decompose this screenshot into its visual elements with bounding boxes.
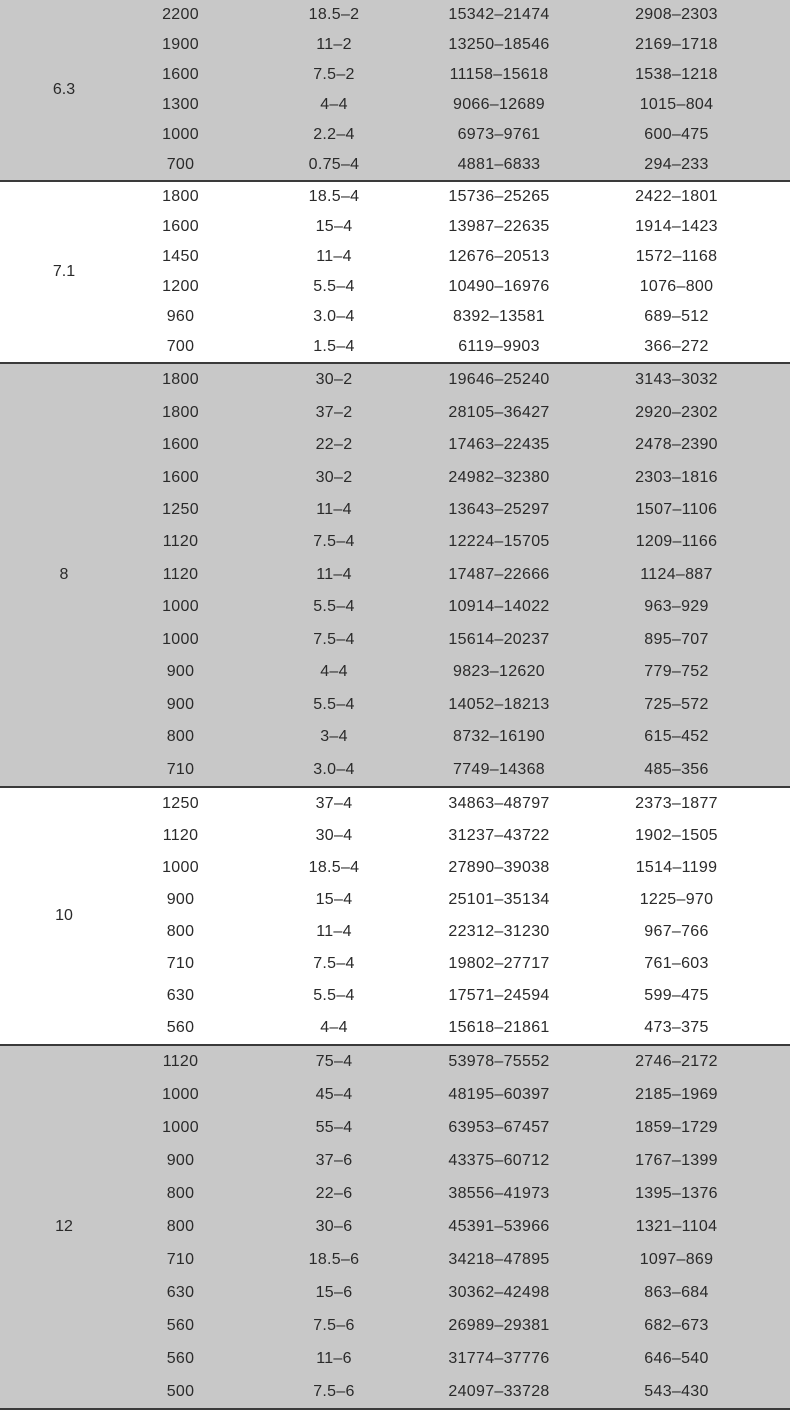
power-cell: 5.5–4 (313, 278, 355, 295)
table-row (128, 788, 790, 820)
power-cell: 7.5–4 (313, 630, 355, 648)
power-cell: 18.5–2 (308, 6, 360, 23)
table-row (128, 1342, 790, 1375)
table-row (128, 1178, 790, 1211)
group-label (0, 364, 128, 786)
speed-cell: 900 (166, 1152, 195, 1170)
speed-cell: 800 (166, 1217, 195, 1235)
speed-cell: 1000 (162, 1086, 199, 1104)
table-row (128, 1309, 790, 1342)
pressure-cell: 599–475 (644, 987, 709, 1004)
pressure-cell: 1321–1104 (635, 1217, 718, 1235)
pressure-cell: 2185–1969 (635, 1086, 718, 1104)
airflow-cell: 31774–37776 (448, 1349, 550, 1367)
airflow-cell: 15614–20237 (448, 630, 550, 648)
power-cell: 11–4 (316, 923, 352, 940)
power-cell: 18.5–4 (308, 859, 360, 876)
airflow-cell: 48195–60397 (448, 1086, 550, 1104)
row-group (0, 0, 790, 182)
speed-cell: 800 (166, 923, 195, 940)
group-rows (128, 182, 790, 362)
airflow-cell: 9823–12620 (453, 663, 545, 681)
airflow-cell: 11158–15618 (449, 66, 549, 83)
pressure-cell: 2373–1877 (635, 795, 718, 812)
power-cell: 3–4 (320, 728, 348, 746)
power-cell: 37–4 (315, 795, 353, 812)
power-cell: 5.5–4 (313, 987, 355, 1004)
pressure-cell: 3143–3032 (635, 371, 718, 389)
airflow-cell: 6119–9903 (458, 338, 540, 355)
pressure-cell: 1538–1218 (635, 66, 718, 83)
group-label (0, 182, 128, 362)
speed-cell: 900 (166, 695, 195, 713)
power-cell: 11–6 (316, 1349, 352, 1367)
power-cell: 0.75–4 (308, 156, 360, 173)
airflow-cell: 6973–9761 (457, 126, 541, 143)
group-label-text: 6.3 (52, 81, 76, 98)
speed-cell: 1120 (162, 533, 199, 551)
power-cell: 37–2 (315, 403, 353, 421)
pressure-cell: 967–766 (644, 923, 709, 940)
power-cell: 4–4 (320, 96, 348, 113)
airflow-cell: 4881–6833 (457, 156, 541, 173)
power-cell: 15–6 (315, 1283, 353, 1301)
airflow-cell: 10490–16976 (448, 278, 550, 295)
pressure-cell: 761–603 (644, 955, 709, 972)
power-cell: 18.5–4 (308, 188, 360, 205)
pressure-cell: 895–707 (644, 630, 709, 648)
row-group (0, 364, 790, 788)
pressure-cell: 1225–970 (639, 891, 714, 908)
pressure-cell: 689–512 (644, 308, 709, 325)
power-cell: 37–6 (315, 1152, 353, 1170)
table-row (128, 364, 790, 396)
pressure-cell: 366–272 (644, 338, 709, 355)
airflow-cell: 31237–43722 (448, 827, 550, 844)
power-cell: 15–4 (315, 218, 353, 235)
power-cell: 7.5–2 (313, 66, 355, 83)
speed-cell: 1300 (162, 96, 199, 113)
pressure-cell: 863–684 (644, 1283, 709, 1301)
pressure-cell: 1209–1166 (635, 533, 718, 551)
pressure-cell: 1507–1106 (635, 501, 718, 519)
group-label-text: 12 (55, 1218, 73, 1235)
airflow-cell: 12676–20513 (448, 248, 550, 265)
speed-cell: 630 (166, 1283, 195, 1301)
airflow-cell: 15618–21861 (448, 1019, 550, 1036)
table-row (128, 1012, 790, 1044)
pressure-cell: 646–540 (644, 1349, 709, 1367)
pressure-cell: 1076–800 (639, 278, 714, 295)
airflow-cell: 24982–32380 (448, 468, 550, 486)
power-cell: 1.5–4 (313, 338, 355, 355)
power-cell: 11–4 (316, 248, 352, 265)
power-cell: 30–2 (315, 371, 353, 389)
airflow-cell: 17571–24594 (448, 987, 550, 1004)
table-row (128, 689, 790, 721)
pressure-cell: 779–752 (644, 663, 709, 681)
table-row (128, 461, 790, 493)
speed-cell: 710 (166, 760, 195, 778)
power-cell: 2.2–4 (313, 126, 355, 143)
airflow-cell: 24097–33728 (448, 1382, 550, 1400)
speed-cell: 1200 (162, 278, 199, 295)
pressure-cell: 2303–1816 (635, 468, 718, 486)
pressure-cell: 2920–2302 (635, 403, 718, 421)
power-cell: 11–4 (316, 501, 352, 519)
speed-cell: 1250 (162, 795, 199, 812)
speed-cell: 800 (166, 1185, 195, 1203)
airflow-cell: 7749–14368 (453, 760, 545, 778)
table-row (128, 559, 790, 591)
speed-cell: 700 (166, 156, 195, 173)
table-row (128, 980, 790, 1012)
speed-cell: 500 (166, 1382, 195, 1400)
pressure-cell: 615–452 (644, 728, 709, 746)
airflow-cell: 43375–60712 (448, 1152, 550, 1170)
pressure-cell: 682–673 (644, 1316, 709, 1334)
airflow-cell: 22312–31230 (448, 923, 550, 940)
table-row (128, 182, 790, 212)
pressure-cell: 485–356 (644, 760, 709, 778)
speed-cell: 700 (166, 338, 195, 355)
power-cell: 4–4 (320, 663, 348, 681)
speed-cell: 1600 (162, 436, 199, 454)
table-row (128, 1079, 790, 1112)
speed-cell: 1900 (162, 36, 199, 53)
pressure-cell: 294–233 (644, 156, 709, 173)
power-cell: 5.5–4 (313, 695, 355, 713)
speed-cell: 900 (166, 663, 195, 681)
pressure-cell: 1097–869 (639, 1250, 714, 1268)
table-row (128, 656, 790, 688)
group-rows (128, 0, 790, 180)
speed-cell: 1000 (162, 1119, 199, 1137)
airflow-cell: 53978–75552 (448, 1053, 550, 1071)
pressure-cell: 600–475 (644, 126, 709, 143)
airflow-cell: 8392–13581 (453, 308, 545, 325)
speed-cell: 1000 (162, 598, 199, 616)
power-cell: 3.0–4 (313, 308, 355, 325)
power-cell: 30–6 (315, 1217, 353, 1235)
power-cell: 75–4 (315, 1053, 353, 1071)
pressure-cell: 1767–1399 (635, 1152, 718, 1170)
power-cell: 7.5–4 (313, 955, 355, 972)
pressure-cell: 963–929 (644, 598, 709, 616)
speed-cell: 1800 (162, 403, 199, 421)
speed-cell: 2200 (162, 6, 199, 23)
table-row (128, 916, 790, 948)
table-row (128, 721, 790, 753)
power-cell: 55–4 (315, 1119, 353, 1137)
pressure-cell: 543–430 (644, 1382, 709, 1400)
table-row (128, 150, 790, 180)
airflow-cell: 13250–18546 (448, 36, 550, 53)
table-row (128, 302, 790, 332)
table-row (128, 1243, 790, 1276)
airflow-cell: 15342–21474 (448, 6, 550, 23)
table-row (128, 820, 790, 852)
power-cell: 45–4 (315, 1086, 353, 1104)
group-label (0, 788, 128, 1044)
power-cell: 7.5–6 (313, 1316, 355, 1334)
airflow-cell: 15736–25265 (448, 188, 550, 205)
pressure-cell: 1914–1423 (635, 218, 718, 235)
speed-cell: 1800 (162, 371, 199, 389)
pressure-cell: 2422–1801 (635, 188, 718, 205)
pressure-cell: 1572–1168 (635, 248, 718, 265)
power-cell: 30–4 (315, 827, 353, 844)
table-row (128, 526, 790, 558)
speed-cell: 800 (166, 728, 195, 746)
speed-cell: 560 (166, 1316, 195, 1334)
table-row (128, 90, 790, 120)
pressure-cell: 2169–1718 (635, 36, 718, 53)
speed-cell: 1000 (162, 630, 199, 648)
speed-cell: 1250 (162, 501, 199, 519)
speed-cell: 1800 (162, 188, 199, 205)
airflow-cell: 17463–22435 (448, 436, 550, 454)
table-row (128, 242, 790, 272)
table-row (128, 1046, 790, 1079)
table-row (128, 852, 790, 884)
row-group (0, 788, 790, 1046)
pressure-cell: 1015–804 (639, 96, 714, 113)
group-label (0, 1046, 128, 1408)
power-cell: 22–6 (315, 1185, 353, 1203)
table-row (128, 30, 790, 60)
airflow-cell: 19802–27717 (448, 955, 550, 972)
airflow-cell: 38556–41973 (448, 1185, 550, 1203)
table-row (128, 1112, 790, 1145)
table-row (128, 332, 790, 362)
pressure-cell: 725–572 (644, 695, 709, 713)
table-row (128, 1276, 790, 1309)
speed-cell: 630 (166, 987, 195, 1004)
table-row (128, 396, 790, 428)
power-cell: 15–4 (315, 891, 353, 908)
pressure-cell: 2478–2390 (635, 436, 718, 454)
table-row (128, 948, 790, 980)
airflow-cell: 28105–36427 (448, 403, 550, 421)
airflow-cell: 19646–25240 (448, 371, 550, 389)
power-cell: 5.5–4 (313, 598, 355, 616)
speed-cell: 960 (166, 308, 195, 325)
group-label (0, 0, 128, 180)
speed-cell: 1600 (162, 218, 199, 235)
airflow-cell: 34863–48797 (448, 795, 550, 812)
pressure-cell: 1859–1729 (635, 1119, 718, 1137)
speed-cell: 560 (166, 1019, 195, 1036)
speed-cell: 710 (166, 1250, 195, 1268)
table-row (128, 494, 790, 526)
power-cell: 11–2 (316, 36, 352, 53)
table-row (128, 120, 790, 150)
airflow-cell: 17487–22666 (448, 565, 550, 583)
power-cell: 4–4 (320, 1019, 348, 1036)
table-row (128, 1145, 790, 1178)
power-cell: 11–4 (316, 565, 352, 583)
speed-cell: 900 (166, 891, 195, 908)
speed-cell: 1000 (162, 126, 199, 143)
group-label-text: 7.1 (52, 263, 76, 280)
pressure-cell: 1395–1376 (635, 1185, 718, 1203)
pressure-cell: 1902–1505 (635, 827, 718, 844)
airflow-cell: 9066–12689 (453, 96, 545, 113)
table-row (128, 429, 790, 461)
pressure-cell: 2908–2303 (635, 6, 718, 23)
speed-cell: 1450 (162, 248, 199, 265)
pressure-cell: 473–375 (644, 1019, 709, 1036)
airflow-cell: 45391–53966 (448, 1217, 550, 1235)
speed-cell: 1120 (162, 1053, 199, 1071)
power-cell: 7.5–4 (313, 533, 355, 551)
airflow-cell: 26989–29381 (448, 1316, 550, 1334)
table-row (128, 624, 790, 656)
airflow-cell: 30362–42498 (448, 1283, 550, 1301)
airflow-cell: 13643–25297 (448, 501, 550, 519)
airflow-cell: 34218–47895 (448, 1250, 550, 1268)
table-row (128, 272, 790, 302)
pressure-cell: 1514–1199 (635, 859, 718, 876)
table-row (128, 0, 790, 30)
table-row (128, 1211, 790, 1244)
power-cell: 18.5–6 (308, 1250, 360, 1268)
speed-cell: 1120 (162, 565, 199, 583)
row-group (0, 182, 790, 364)
table-row (128, 884, 790, 916)
group-label-text: 8 (59, 566, 69, 583)
airflow-cell: 63953–67457 (448, 1119, 550, 1137)
power-cell: 30–2 (315, 468, 353, 486)
speed-cell: 560 (166, 1349, 195, 1367)
airflow-cell: 12224–15705 (448, 533, 550, 551)
pressure-cell: 1124–887 (640, 565, 713, 583)
pressure-cell: 2746–2172 (635, 1053, 718, 1071)
group-rows (128, 364, 790, 786)
group-label-text: 10 (55, 907, 73, 924)
speed-cell: 1600 (162, 468, 199, 486)
speed-cell: 1120 (162, 827, 199, 844)
group-rows (128, 1046, 790, 1408)
airflow-cell: 13987–22635 (448, 218, 550, 235)
table-row (128, 60, 790, 90)
airflow-cell: 25101–35134 (448, 891, 550, 908)
row-group (0, 1046, 790, 1410)
airflow-cell: 8732–16190 (453, 728, 545, 746)
group-rows (128, 788, 790, 1044)
power-cell: 22–2 (315, 436, 353, 454)
table-row (128, 753, 790, 785)
table-row (128, 591, 790, 623)
speed-cell: 1600 (162, 66, 199, 83)
table-row (128, 1375, 790, 1408)
power-cell: 3.0–4 (313, 760, 355, 778)
airflow-cell: 27890–39038 (448, 859, 550, 876)
table-row (128, 212, 790, 242)
speed-cell: 710 (166, 955, 195, 972)
airflow-cell: 10914–14022 (448, 598, 550, 616)
power-cell: 7.5–6 (313, 1382, 355, 1400)
airflow-cell: 14052–18213 (448, 695, 550, 713)
speed-cell: 1000 (162, 859, 199, 876)
